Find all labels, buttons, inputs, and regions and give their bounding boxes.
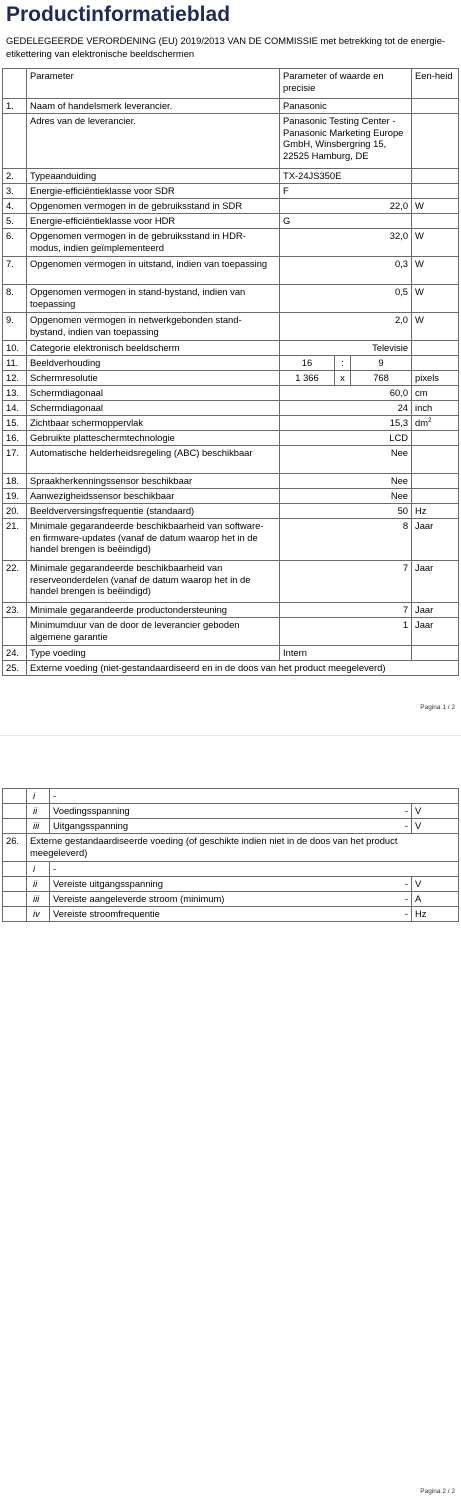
table-row: 2. Typeaanduiding TX-24JS350E <box>3 169 459 184</box>
table-row: 22. Minimale gegarandeerde beschikbaarheid van reserveonderdelen (vanaf de datum waarop het in de handel brengen is beëindigd) 7 Jaar <box>3 561 459 603</box>
table-row: 15. Zichtbaar schermoppervlak 15,3 $dm^2$ <box>3 416 459 431</box>
table-row: ii Vereiste uitgangsspanning - V <box>3 877 459 892</box>
table-row: 16. Gebruikte platteschermtechnologie LCD <box>3 431 459 446</box>
product-info-table <box>2 68 459 676</box>
table-row: 18. Spraakherkenningssensor beschikbaar Nee <box>3 474 459 489</box>
table-row: 19. Aanwezigheidssensor beschikbaar Nee <box>3 489 459 504</box>
header-parameter: Parameter <box>27 69 280 99</box>
regulation-subtitle: GEDELEGEERDE VERORDENING (EU) 2019/2013 VAN DE COMMISSIE met betrekking tot de energie-etikettering van elektronische beeldschermen <box>6 35 446 59</box>
table-row: iv Vereiste stroomfrequentie - Hz <box>3 907 459 922</box>
table-row: 24. Type voeding Intern <box>3 646 459 661</box>
table-row: 17. Automatische helderheidsregeling (ABC) beschikbaar Nee <box>3 446 459 474</box>
table-row: 23. Minimale gegarandeerde productondersteuning 7 Jaar <box>3 603 459 618</box>
table-row: 7. Opgenomen vermogen in uitstand, indien van toepassing 0,3 W <box>3 257 459 285</box>
table-row: 21. Minimale gegarandeerde beschikbaarheid van software- en firmware-updates (vanaf de datum waarop het in de handel brengen is beëindigd) 8 Jaar <box>3 519 459 561</box>
table-row: 20. Beeldverversingsfrequentie (standaard) 50 Hz <box>3 504 459 519</box>
table-row: 9. Opgenomen vermogen in netwerkgebonden stand-bystand, indien van toepassing 2,0 W <box>3 313 459 341</box>
page-title: Productinformatieblad <box>6 3 231 26</box>
table-row: i - <box>3 862 459 877</box>
table-row: 13. Schermdiagonaal 60,0 cm <box>3 386 459 401</box>
table-row: 3. Energie-efficiëntieklasse voor SDR F <box>3 184 459 199</box>
page-footer: Pagina 2 / 2 <box>420 1488 455 1495</box>
table-row: Minimumduur van de door de leverancier geboden algemene garantie 1 Jaar <box>3 618 459 646</box>
table-header <box>3 69 459 99</box>
table-row: 5. Energie-efficiëntieklasse voor HDR G <box>3 214 459 229</box>
table-row: 4. Opgenomen vermogen in de gebruiksstand in SDR 22,0 W <box>3 199 459 214</box>
page-2 <box>0 788 461 1500</box>
table-row: i - <box>3 789 459 804</box>
table-row: iii Uitgangsspanning - V <box>3 819 459 834</box>
table-row: 8. Opgenomen vermogen in stand-bystand, indien van toepassing 0,5 W <box>3 285 459 313</box>
table-row: 26. Externe gestandaardiseerde voeding (of geschikte indien niet in de doos van het product meegeleverd) <box>3 834 459 862</box>
table-row: 12. Schermresolutie 1 366 x 768 pixels <box>3 371 459 386</box>
table-row: 14. Schermdiagonaal 24 inch <box>3 401 459 416</box>
table-row: 1. Naam of handelsmerk leverancier. Panasonic <box>3 99 459 114</box>
table-row: ii Voedingsspanning - V <box>3 804 459 819</box>
header-num <box>3 69 27 99</box>
header-value: Parameter of waarde en precisie <box>280 69 412 99</box>
table-row: 6. Opgenomen vermogen in de gebruiksstand in HDR-modus, indien geïmplementeerd 32,0 W <box>3 229 459 257</box>
table-row: 10. Categorie elektronisch beeldscherm Televisie <box>3 341 459 356</box>
page-footer: Pagina 1 / 2 <box>420 704 455 711</box>
header-unit: Een-heid <box>412 69 459 99</box>
table-row: 11. Beeldverhouding 16 : 9 <box>3 356 459 371</box>
table-row: iii Vereiste aangeleverde stroom (minimum) - A <box>3 892 459 907</box>
table-row: Adres van de leverancier. Panasonic Testing Center - Panasonic Marketing Europe GmbH, Winsbergring 15, 22525 Hamburg, DE <box>3 114 459 169</box>
table-row: 25. Externe voeding (niet-gestandaardiseerd en in de doos van het product meegeleverd) <box>3 661 459 676</box>
page-1 <box>0 0 461 736</box>
power-supply-table <box>2 788 459 922</box>
